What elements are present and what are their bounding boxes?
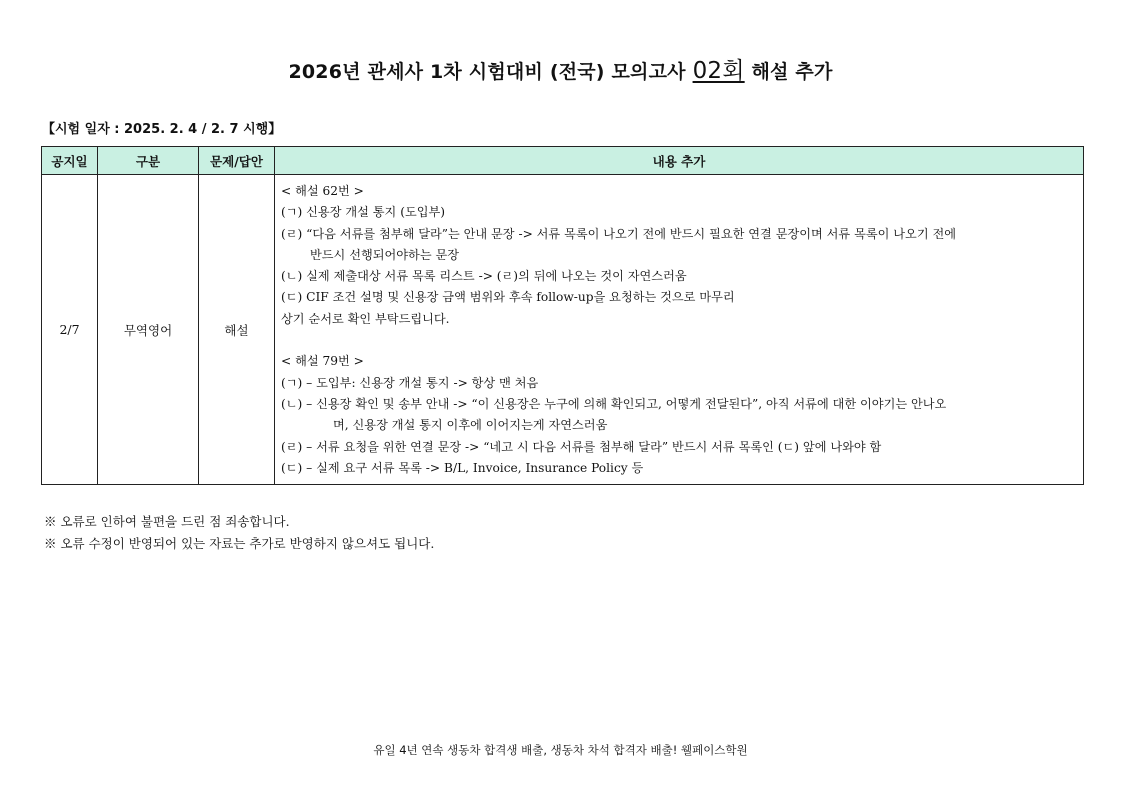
content-line: (ㄱ) – 도입부: 신용장 개설 통지 -> 항상 맨 처음 <box>281 375 539 390</box>
content-line: (ㄷ) CIF 조건 설명 및 신용장 금액 범위와 후속 follow-up을 요청하는 것으로 마무리 <box>281 290 735 305</box>
content-line: < 해설 79번 > <box>281 354 364 369</box>
cell-category: 무역영어 <box>98 175 199 485</box>
cell-content <box>275 175 1084 485</box>
content-spacer <box>281 330 1078 351</box>
cell-type: 해설 <box>199 175 275 485</box>
document-title <box>0 52 1121 85</box>
title-round-number: 02회 <box>692 58 745 84</box>
content-line: < 해설 62번 > <box>281 184 364 198</box>
content-line: 며, 신용장 개설 통지 이후에 이어지는게 자연스러움 <box>333 418 608 433</box>
column-header-type: 문제/답안 <box>199 147 275 175</box>
table-row <box>42 175 1084 485</box>
exam-date: 【시험 일자 : 2025. 2. 4 / 2. 7 시행】 <box>42 122 282 137</box>
content-line: 상기 순서로 확인 부탁드립니다. <box>281 311 450 326</box>
notice-table <box>41 146 1084 485</box>
title-suffix: 해설 추가 <box>751 61 833 83</box>
content-line: (ㄱ) 신용장 개설 통지 (도입부) <box>281 205 446 220</box>
column-header-category: 구분 <box>98 147 199 175</box>
content-line: (ㄴ) – 신용장 확인 및 송부 안내 -> “이 신용장은 누구에 의해 확인되고, 어떻게 전달된다”, 아직 서류에 대한 이야기는 안나오 <box>281 396 947 411</box>
note-instruction: ※ 오류 수정이 반영되어 있는 자료는 추가로 반영하지 않으셔도 됩니다. <box>44 536 435 551</box>
footer-slogan: 유일 4년 연속 생동차 합격생 배출, 생동차 차석 합격자 배출! 웰페이스학원 <box>373 743 748 757</box>
content-line: (ㄷ) – 실제 요구 서류 목록 -> B/L, Invoice, Insurance Policy 등 <box>281 460 644 475</box>
table-header-row <box>42 147 1084 175</box>
cell-date: 2/7 <box>42 175 98 485</box>
content-line: (ㄹ) “다음 서류를 첨부해 달라”는 안내 문장 -> 서류 목록이 나오기 전에 반드시 필요한 연결 문장이며 서류 목록이 나오기 전에 <box>281 226 957 241</box>
title-prefix: 2026년 관세사 1차 시험대비 (전국) 모의고사 <box>288 61 686 83</box>
content-line: (ㄹ) – 서류 요청을 위한 연결 문장 -> “네고 시 다음 서류를 첨부해 달라” 반드시 서류 목록인 (ㄷ) 앞에 나와야 함 <box>281 439 882 454</box>
notes <box>44 511 434 555</box>
content-line: (ㄴ) 실제 제출대상 서류 목록 리스트 -> (ㄹ)의 뒤에 나오는 것이 자연스러움 <box>281 269 687 284</box>
content-line: 반드시 선행되어야하는 문장 <box>310 247 460 262</box>
column-header-content: 내용 추가 <box>275 147 1084 175</box>
column-header-date: 공지일 <box>42 147 98 175</box>
note-apology: ※ 오류로 인하여 불편을 드린 점 죄송합니다. <box>44 514 290 529</box>
